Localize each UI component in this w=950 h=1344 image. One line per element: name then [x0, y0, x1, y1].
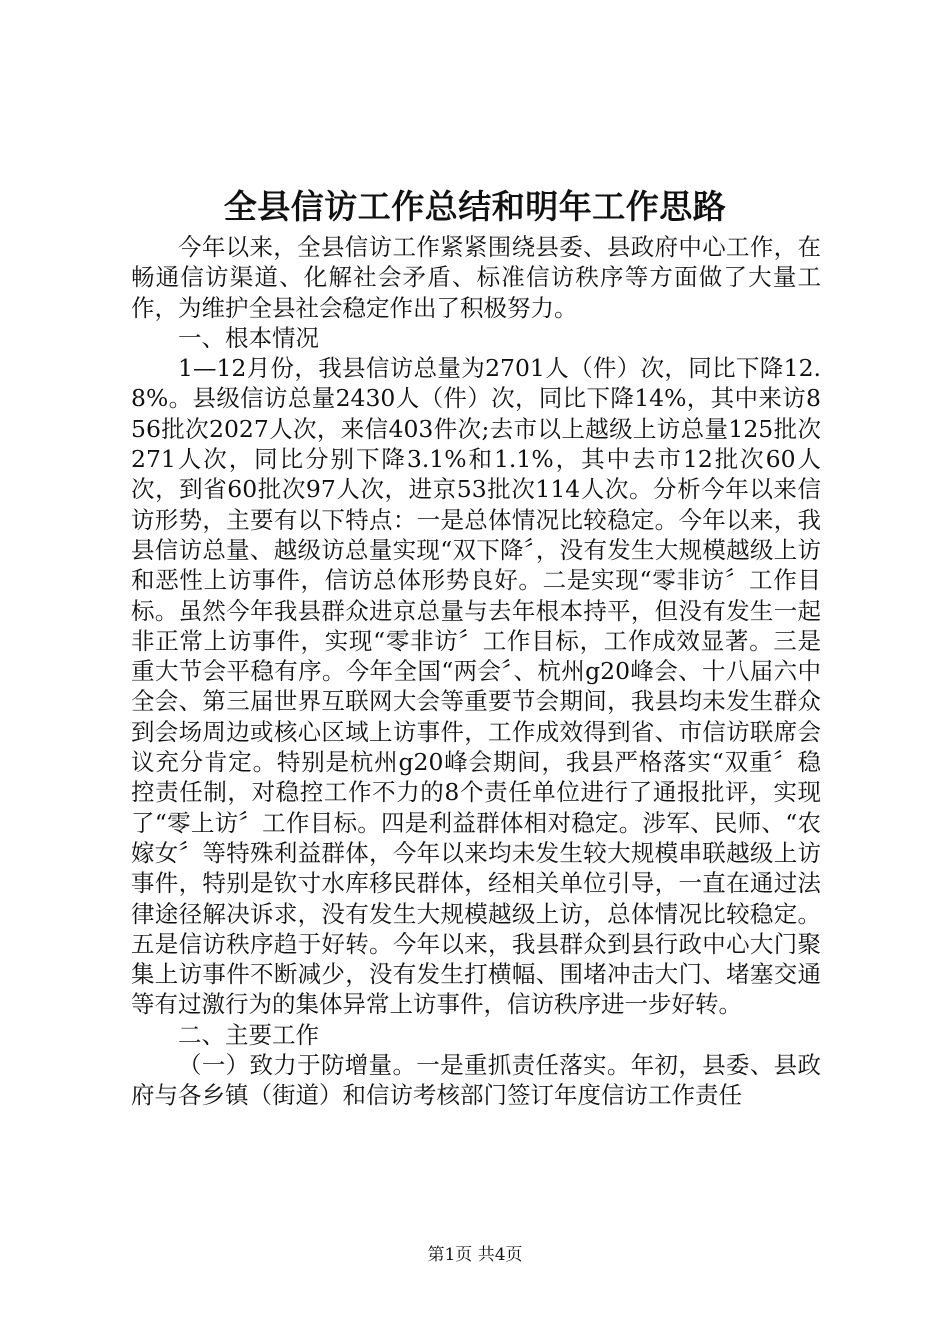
page-number-footer: 第1页 共4页: [427, 1245, 523, 1265]
intro-paragraph: 今年以来，全县信访工作紧紧围绕县委、县政府中心工作，在畅通信访渠道、化解社会矛盾、标准信访秩序等方面做了大量工作，为维护全县社会稳定作出了积极努力。: [131, 233, 821, 322]
section-heading-main-work: 二、主要工作: [178, 1020, 319, 1049]
section-heading-basic-situation: 一、根本情况: [178, 323, 319, 352]
document-body: [131, 232, 821, 1111]
document-title: 全县信访工作总结和明年工作思路: [223, 187, 727, 226]
basic-situation-paragraph: 1—12月份，我县信访总量为2701人（件）次，同比下降12.8%。县级信访总量2430人（件）次，同比下降14%，其中来访856批次2027人次，来信403件次;去市以上越级上访总量125批次271人次，同比分别下降3.1%和1.1%，其中去市12批次60人次，到省60批次97人次，进京53批次114人次。分析今年以来信访形势，主要有以下特点：一是总体情况比较稳定。今年以来，我县信访总量、越级访总量实现“双下降〞，没有发生大规模越级上访和恶性上访事件，信访总体形势良好。二是实现“零非访〞工作目标。虽然今年我县群众进京总量与去年根本持平，但没有发生一起非正常上访事件，实现“零非访〞工作目标，工作成效显著。三是重大节会平稳有序。今年全国“两会〞、杭州g20峰会、十八届六中全会、第三届世界互联网大会等重要节会期间，我县均未发生群众到会场周边或核心区域上访事件，工作成效得到省、市信访联席会议充分肯定。特别是杭州g20峰会期间，我县严格落实“双重〞稳控责任制，对稳控工作不力的8个责任单位进行了通报批评，实现了“零上访〞工作目标。四是利益群体相对稳定。涉军、民师、“农嫁女〞等特殊利益群体，今年以来均未发生较大规模串联越级上访事件，特别是钦寸水库移民群体，经相关单位引导，一直在通过法律途径解决诉求，没有发生大规模越级上访，总体情况比较稳定。五是信访秩序趋于好转。今年以来，我县群众到县行政中心大门聚集上访事件不断减少，没有发生打横幅、围堵冲击大门、堵塞交通等有过激行为的集体异常上访事件，信访秩序进一步好转。: [131, 354, 821, 1019]
main-work-paragraph: （一）致力于防增量。一是重抓责任落实。年初，县委、县政府与各乡镇（街道）和信访考核部门签订年度信访工作责任: [131, 1051, 821, 1110]
